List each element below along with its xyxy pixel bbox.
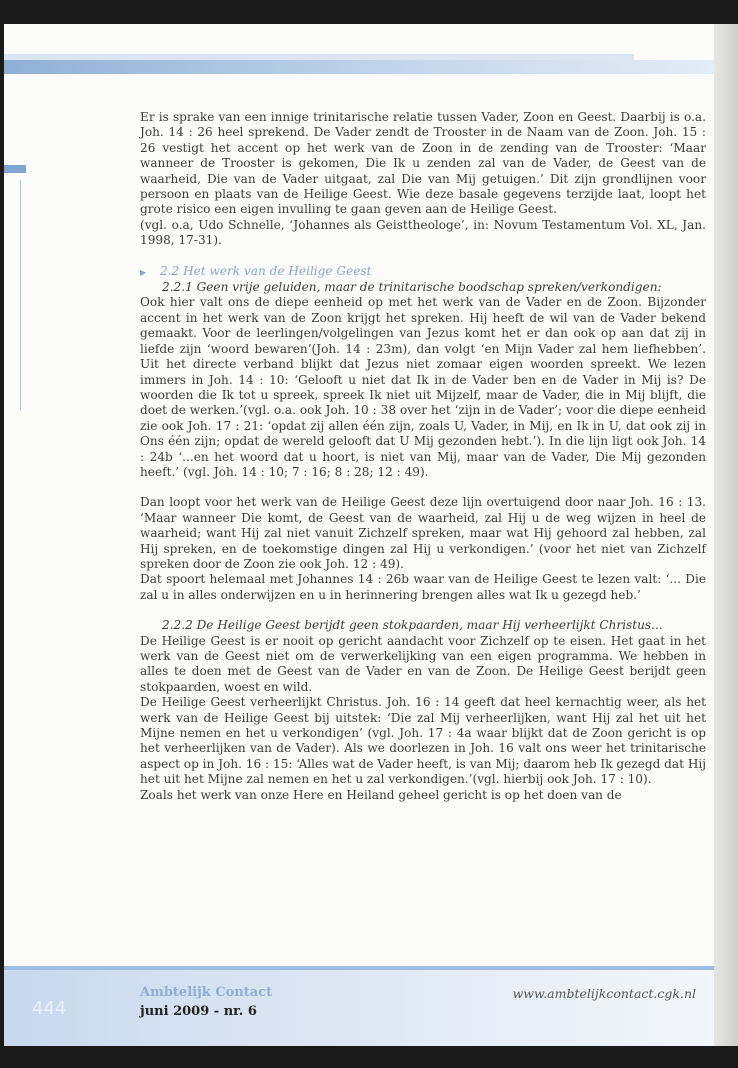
header-band [4,60,714,74]
paragraph-gap [140,480,706,495]
page-spine [714,24,738,1046]
section-heading-text: 2.2 Het werk van de Heilige Geest [160,263,372,278]
subsection-heading: 2.2.1 Geen vrije geluiden, maar de trinitarische boodschap spreken/verkondigen: [162,280,662,295]
paragraph-gap [140,603,706,618]
margin-marker [4,165,26,173]
body-paragraph: Dan loopt voor het werk van de Heilige Geest deze lijn overtuigend door naar Joh. 16 : 13. ‘Maar wanneer Die komt, de Geest van de waarheid, zal Hij u de weg wijzen in heel de waarheid; want Hij zal niet vanuit Zichzelf spreken, maar wat Hij gehoord zal hebben, zal Hij spreken, en de toekomstige dingen zal Hij u verkondigen.’ (voor het niet van Zichzelf spreken door de Zoon zie ook Joh. 12 : 49). [140,495,706,571]
website-url: www.ambtelijkcontact.cgk.nl [512,986,696,1001]
body-paragraph: Zoals het werk van onze Here en Heiland geheel gericht is op het doen van de [140,787,622,802]
body-paragraph: De Heilige Geest verheerlijkt Christus. Joh. 16 : 14 geeft dat heel kernachtig weer, als het werk van de Heilige Geest bij uitstek: ‘Die zal Mij verheerlijken, want Hij zal het uit het Mijne nemen en het u verkondigen’ (vgl. Joh. 17 : 4a waar blijkt dat de Zoon gericht is op het verheerlijken van de Vader). Als we doorlezen in Joh. 16 valt ons weer het trinitarische aspect op in Joh. 16 : 15: ‘Alles wat de Vader heeft, is van Mij; daarom heb Ik gezegd dat Hij het uit het Mijne zal nemen en het u zal verkondigen.’(vgl. hierbij ook Joh. 17 : 10). [140,695,706,787]
paragraph-gap [140,249,706,264]
body-paragraph: Ook hier valt ons de diepe eenheid op met het werk van de Vader en de Zoon. Bijzonder accent in het werk van de Zoon krijgt het spreken. Hij heeft de wil van de Vader bekend gemaakt. Voor de leerlingen/volgelingen van Jezus komt het er dan ook op aan dat zij in liefde zijn ‘woord bewaren’(Joh. 14 : 23m), dan volgt ‘en Mijn Vader zal hem liefhebben’. Uit het directe verband blijkt dat Jezus niet zomaar eigen woorden spreekt. We lezen immers in Joh. 14 : 10: ‘Gelooft u niet dat Ik in de Vader ben en de Vader in Mij is? De woorden die Ik tot u spreek, spreek Ik niet uit Mijzelf, maar de Vader, die in Mij blijft, die doet de werken.’(vgl. o.a. ook Joh. 10 : 38 over het ‘zijn in de Vader’; voor die diepe eenheid zie ook Joh. 17 : 21: ‘opdat zij allen één zijn, zoals U, Vader, in Mij, en Ik in U, dat ook zij in Ons één zijn; opdat de wereld gelooft dat U Mij gezonden hebt.’). In die lijn ligt ook Joh. 14 : 24b ‘...en het woord dat u hoort, is niet van Mij, maar van de Vader, Die Mij gezonden heeft.’ (vgl. Joh. 14 : 10; 7 : 16; 8 : 28; 12 : 49). [140,295,706,479]
body-paragraph: Dat spoort helemaal met Johannes 14 : 26b waar van de Heilige Geest te lezen valt: ‘... Die zal u in alles onderwijzen en u in herinnering brengen alles wat Ik u gezegd heb.’ [140,572,706,602]
page-number: 444 [32,998,67,1019]
body-paragraph: Er is sprake van een innige trinitarische relatie tussen Vader, Zoon en Geest. Daarbij is o.a. Joh. 14 : 26 heel sprekend. De Vader zendt de Trooster in de Naam van de Zoon. Joh. 15 : 26 vestigt het accent op het werk van de Zoon in de zending van de Trooster: ‘Maar wanneer de Trooster is gekomen, Die Ik u zenden zal van de Vader, de Geest van de waarheid, Die van de Vader uitgaat, zal Die van Mij getuigen.’ Dit zijn grondlijnen voor persoon en plaats van de Heilige Geest. Wie deze basale gegevens terzijde laat, loopt het grote risico een eigen invulling te gaan geven aan de Heilige Geest. [140,110,706,217]
magazine-name: Ambtelijk Contact [140,985,273,1000]
section-heading [140,264,706,280]
section-bullet-icon: ▶ [140,267,147,277]
body-paragraph: De Heilige Geest is er nooit op gericht aandacht voor Zichzelf op te eisen. Het gaat in het werk van de Geest niet om de verwerkelijking van een eigen programma. We hebben in alles te doen met de Geest van de Vader en van de Zoon. De Heilige Geest berijdt geen stokpaarden, woest en wild. [140,633,706,694]
issue-label: juni 2009 - nr. 6 [140,1004,257,1019]
body-paragraph: (vgl. o.a, Udo Schnelle, ‘Johannes als Geisttheologe’, in: Novum Testamentum Vol. XL, Jan. 1998, 17-31). [140,217,706,248]
subsection-heading: 2.2.2 De Heilige Geest berijdt geen stokpaarden, maar Hij verheerlijkt Christus... [162,618,663,633]
article-body [140,110,706,803]
footer-band [4,970,714,1046]
margin-rule [20,180,21,410]
